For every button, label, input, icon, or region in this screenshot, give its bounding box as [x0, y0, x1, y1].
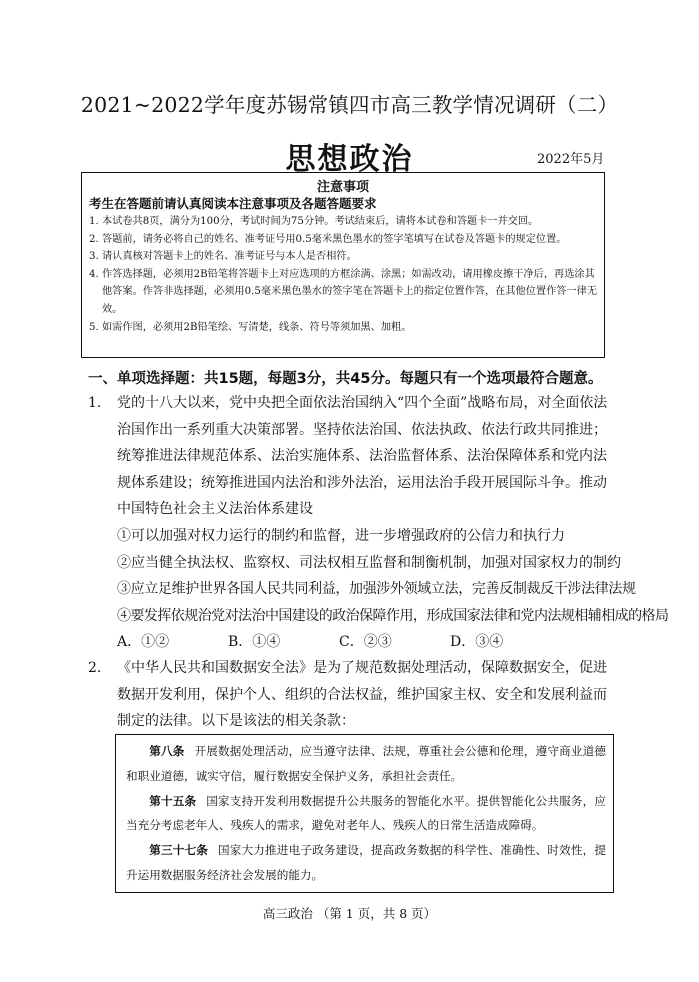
question-stem: 《中华人民共和国数据安全法》是为了规范数据处理活动，保障数据安全，促进数据开发利用，保护个人、组织的合法权益，维护国家主权、安全和发展利益而制定的法律。以下是该法的相关条款：: [117, 660, 607, 730]
statement: ③应立足维护世界各国人民共同利益，加强涉外领域立法，完善反制裁反干涉法律法规: [117, 581, 636, 598]
question-1: [88, 390, 669, 656]
question-2: [88, 655, 608, 735]
law-article-label: 第三十七条: [149, 843, 208, 858]
notice-item: [89, 213, 601, 231]
notice-heading: 注意事项: [316, 180, 369, 195]
law-article: [126, 789, 606, 839]
notice-item: [89, 319, 601, 337]
statement: ②应当健全执法权、监察权、司法权相互监督和制衡机制，加强对国家权力的制约: [117, 554, 621, 571]
choice-list: [88, 629, 608, 656]
page-footer: 高三政治 （第 1 页，共 8 页）: [262, 906, 437, 921]
statement: ①可以加强对权力运行的制约和监督，进一步增强政府的公信力和执行力: [117, 527, 565, 544]
notice-item-text: 作答选择题，必须用2B铅笔将答题卡上对应选项的方框涂满、涂黑；如需改动，请用橡皮擦干净后，再选涂其他答案。作答非选择题，必须用0.5毫米黑色墨水的签字笔在答题卡上的指定位置作答，在其他位置作答一律无效。: [102, 268, 598, 315]
question-stem-row: [88, 655, 608, 735]
notice-item: [89, 248, 601, 266]
law-article-label: 第十五条: [149, 793, 197, 808]
choice-a: A．①②: [117, 634, 170, 651]
question-number: 1.: [88, 395, 102, 411]
subject-title: 思想政治: [285, 142, 414, 177]
question-stem: 党的十八大以来，党中央把全面依法治国纳入“四个全面”战略布局，对全面依法治国作出一系列重大决策部署。坚持依法治国、依法执政、依法行政共同推进；统筹推进法律规范体系、法治实施体系、法治监督体系、法治保障体系和党内法规体系建设；统筹推进国内法治和涉外法治，运用法治手段开展国际斗争。推动中国特色社会主义法治体系建设: [117, 395, 608, 518]
notice-item: [89, 266, 601, 319]
notice-item-number: 1.: [89, 216, 99, 227]
choice-c: C．②③: [339, 634, 392, 651]
statement: ④要发挥依规治党对法治中国建设的政治保障作用，形成国家法律和党内法规相辅相成的格局: [117, 607, 669, 624]
notice-item-number: 5.: [89, 321, 99, 333]
law-article-label: 第八条: [149, 744, 185, 758]
notice-item-text: 如需作图，必须用2B铅笔绘、写清楚，线条、符号等须加黑、加粗。: [102, 321, 412, 333]
exam-date: 2022年5月: [537, 152, 605, 167]
notice-item-text: 本试卷共8页，满分为100分，考试时间为75分钟。考试结束后，请将本试卷和答题卡一并交回。: [102, 216, 539, 227]
choice-d: D．③④: [450, 634, 504, 651]
notice-item-number: 3.: [89, 251, 99, 263]
notice-list: [89, 213, 601, 336]
question-stem-row: [88, 390, 608, 523]
question-number: 2.: [88, 660, 102, 676]
notice-item-text: 答题前，请务必将自己的姓名、准考证号用0.5毫米黑色墨水的签字笔填写在试卷及答题卡的规定位置。: [102, 233, 567, 245]
section-heading: 一、单项选择题：共15题，每题3分，共45分。每题只有一个选项最符合题意。: [88, 371, 603, 387]
notice-subheading: 考生在答题前请认真阅读本注意事项及各题答题要求: [89, 196, 377, 211]
exam-title: 2021~2022学年度苏锡常镇四市高三教学情况调研（二）: [80, 93, 619, 117]
law-article-text: 国家大力推进电子政务建设，提高政务数据的科学性、准确性、时效性，提升运用数据服务经济社会发展的能力。: [126, 843, 606, 882]
choice-b: B．①④: [228, 634, 281, 651]
law-excerpt-box: [115, 734, 614, 893]
law-article-text: 开展数据处理活动，应当遵守法律、法规，尊重社会公德和伦理，遵守商业道德和职业道德，诚实守信，履行数据安全保护义务，承担社会责任。: [126, 744, 606, 783]
law-article-text: 国家支持开发利用数据提升公共服务的智能化水平。提供智能化公共服务，应当充分考虑老年人、残疾人的需求，避免对老年人、残疾人的日常生活造成障碍。: [126, 793, 606, 833]
law-list: [126, 739, 606, 888]
law-article: [126, 739, 606, 789]
notice-item: [89, 231, 601, 249]
law-article: [126, 838, 606, 888]
notice-item-number: 2.: [89, 233, 99, 245]
notice-item-number: 4.: [89, 268, 99, 280]
notice-box: [81, 172, 605, 358]
notice-item-text: 请认真核对答题卡上的姓名、准考证号与本人是否相符。: [102, 251, 357, 263]
